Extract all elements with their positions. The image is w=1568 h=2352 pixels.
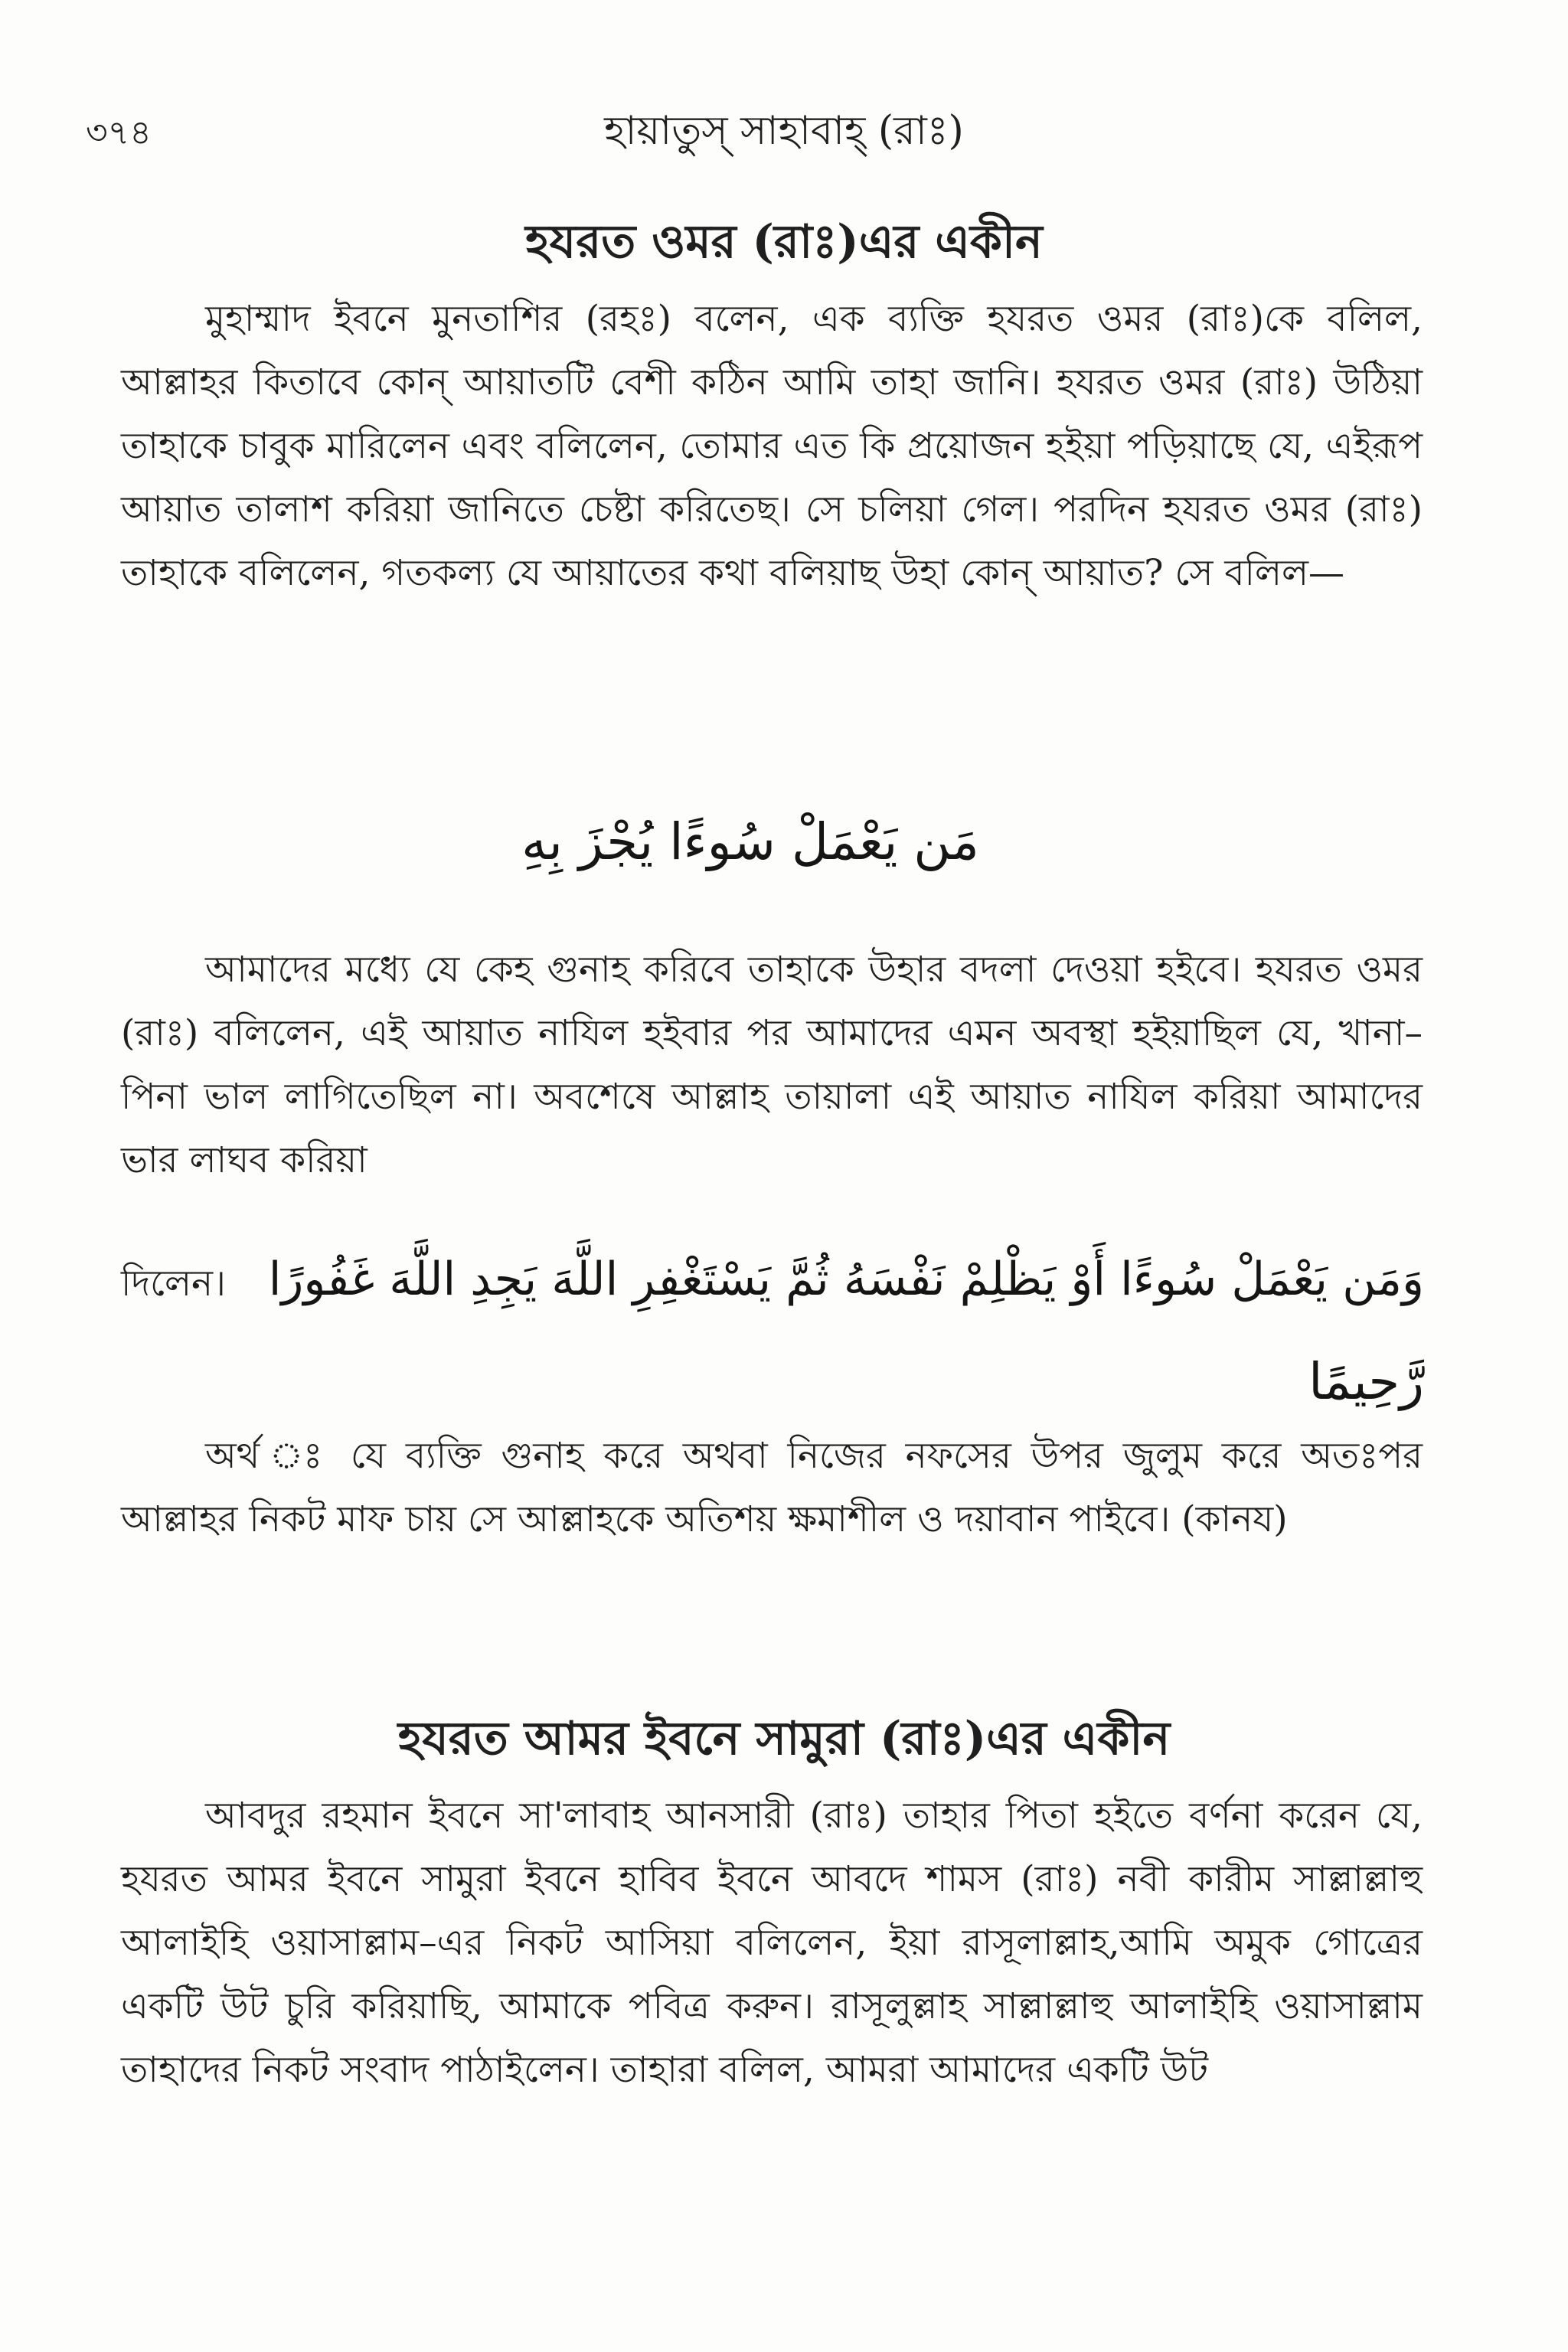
paragraph-omar-meaning: অর্থ ঃ যে ব্যক্তি গুনাহ করে অথবা নিজের নফসের উপর জুলুম করে অতঃপর আল্লাহর নিকট মাফ চায় সে আল্লাহকে অতিশয় ক্ষমাশীল ও দয়াবান পাইবে। (কানয) xyxy=(121,1435,1423,1540)
section-heading-omar: হযরত ওমর (রাঃ)এর একীন xyxy=(525,215,1043,269)
page-number: ৩৭৪ xyxy=(86,113,152,152)
arabic-verse-2-line-2: رَّحِيمًا xyxy=(1308,1352,1424,1411)
paragraph-amr: আবদুর রহমান ইবনে সা'লাবাহ আনসারী (রাঃ) তাহার পিতা হইতে বর্ণনা করেন যে, হযরত আমর ইবনে সামুরা ইবনে হাবিব ইবনে আবদে শামস (রাঃ) নবী কারীম সাল্লাল্লাহু আলাইহি ওয়াসাল্লাম–এর নিকট আসিয়া বলিলেন, ইয়া রাসূলাল্লাহ,আমি অমুক গোত্রের একটি উট চুরি করিয়াছি, আমাকে পবিত্র করুন। রাসূলুল্লাহ সাল্লাল্লাহু আলাইহি ওয়াসাল্লাম তাহাদের নিকট সংবাদ পাঠাইলেন। তাহারা বলিল, আমরা আমাদের একটি উট xyxy=(121,1795,1423,2091)
page-header xyxy=(86,100,1482,161)
paragraph-omar-intro: মুহাম্মাদ ইবনে মুনতাশির (রহঃ) বলেন, এক ব্যক্তি হযরত ওমর (রাঃ)কে বলিল, আল্লাহর কিতাবে কোন্ আয়াতটি বেশী কঠিন আমি তাহা জানি। হযরত ওমর (রাঃ) উঠিয়া তাহাকে চাবুক মারিলেন এবং বলিলেন, তোমার এত কি প্রয়োজন হইয়া পড়িয়াছে যে, এইরূপ আয়াত তালাশ করিয়া জানিতে চেষ্টা করিতেছ। সে চলিয়া গেল। পরদিন হযরত ওমর (রাঃ) তাহাকে বলিলেন, গতকল্য যে আয়াতের কথা বলিয়াছ উহা কোন্ আয়াত? সে বলিল— xyxy=(121,298,1423,594)
running-title: হায়াতুস্ সাহাবাহ্ (রাঃ) xyxy=(604,108,964,154)
paragraph-omar-tail: দিলেন। xyxy=(121,1263,226,1305)
arabic-verse-1: مَن يَعْمَلْ سُوءًا يُجْزَ بِهِ xyxy=(521,812,979,871)
paragraph-omar-verse-explanation: আমাদের মধ্যে যে কেহ গুনাহ করিবে তাহাকে উহার বদলা দেওয়া হইবে। হযরত ওমর (রাঃ) বলিলেন, এই আয়াত নাযিল হইবার পর আমাদের এমন অবস্থা হইয়াছিল যে, খানা–পিনা ভাল লাগিতেছিল না। অবশেষে আল্লাহ তায়ালা এই আয়াত নাযিল করিয়া আমাদের ভার লাঘব করিয়া xyxy=(121,949,1423,1181)
arabic-verse-2-line-1: وَمَن يَعْمَلْ سُوءًا أَوْ يَظْلِمْ نَفْسَهُ ثُمَّ يَسْتَغْفِرِ اللَّهَ يَجِدِ اللَّهَ غَفُورًا xyxy=(268,1253,1424,1306)
section-heading-amr: হযরত আমর ইবনে সামুরা (রাঃ)এর একীন xyxy=(397,1712,1171,1766)
